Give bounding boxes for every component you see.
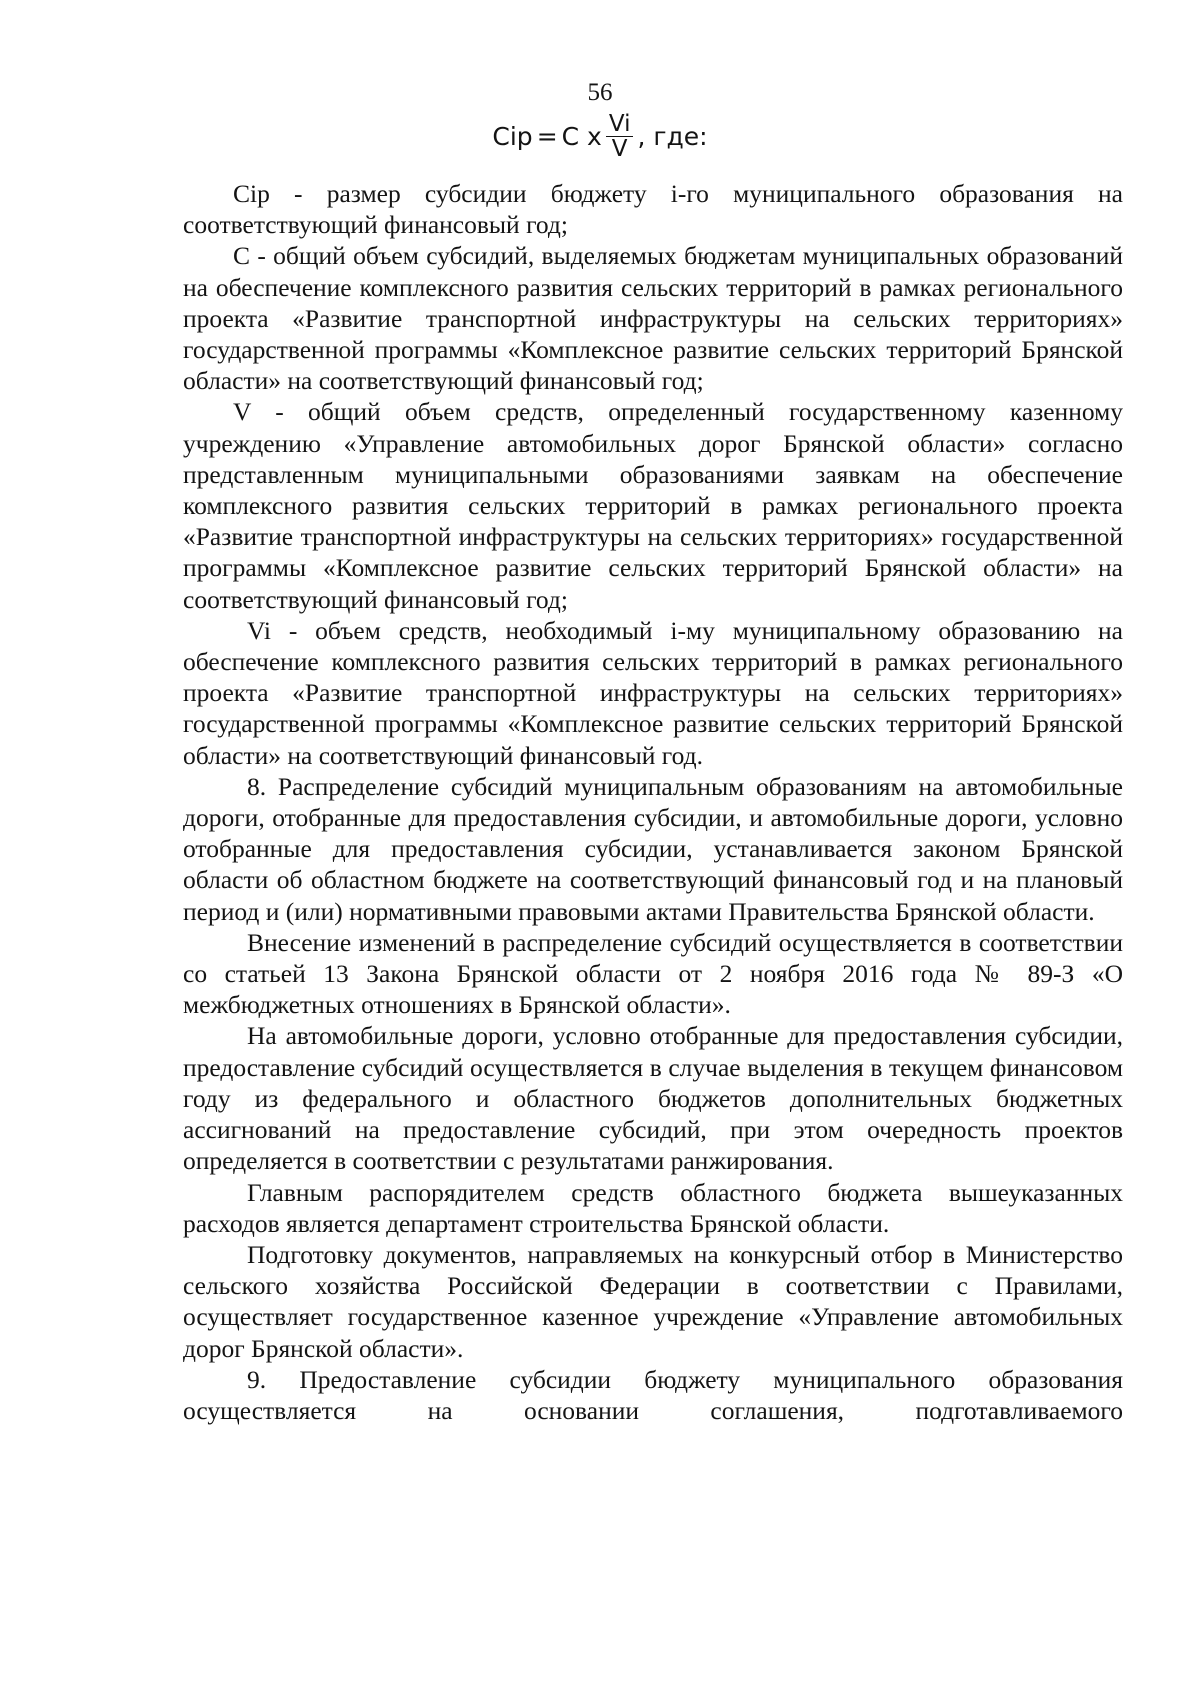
formula-factor: C x xyxy=(561,121,602,151)
document-body xyxy=(183,178,1123,1426)
paragraph-changes: Внесение изменений в распределение субсидий осуществляется в соответствии со статьей 13 Закона Брянской области от 2 ноября 2016 года № 89-З «О межбюджетных отношениях в Брянской области». xyxy=(183,927,1123,1020)
paragraph-conditional-roads: На автомобильные дороги, условно отобранные для предоставления субсидии, предоставление субсидий осуществляется в случае выделения в текущем финансовом году из федерального и областного бюджетов дополнительных бюджетных ассигнований на предоставление субсидий, при этом очередность проектов определяется в соответствии с результатами ранжирования. xyxy=(183,1021,1123,1176)
formula-suffix: , где: xyxy=(637,121,708,151)
formula-numerator: Vi xyxy=(606,112,634,137)
paragraph-item-8: 8. Распределение субсидий муниципальным образованиям на автомобильные дороги, отобранные для предоставления субсидии, и автомобильные дороги, условно отобранные для предоставления субсидии, устанавливается законом Брянской области об областном бюджете на соответствующий финансовый год и на плановый период и (или) нормативными правовыми актами Правительства Брянской области. xyxy=(183,771,1123,926)
paragraph-item-9: 9. Предоставление субсидии бюджету муниципального образования осуществляется на основании соглашения, подготавливаемого xyxy=(183,1364,1123,1425)
subsidy-formula xyxy=(0,112,1200,161)
formula-expression xyxy=(492,112,707,161)
paragraph-main-administrator: Главным распорядителем средств областного бюджета вышеуказанных расходов является департамент строительства Брянской области. xyxy=(183,1177,1123,1238)
formula-denominator: V xyxy=(611,136,628,162)
formula-fraction xyxy=(606,112,634,161)
paragraph-cip-definition: Cip - размер субсидии бюджету i-го муниципального образования на соответствующий финансовый год; xyxy=(183,179,1123,240)
paragraph-c-definition: C - общий объем субсидий, выделяемых бюджетам муниципальных образований на обеспечение комплексного развития сельских территорий в рамках регионального проекта «Развитие транспортной инфраструктуры на сельских территориях» государственной программы «Комплексное развитие сельских территорий Брянской области» на соответствующий финансовый год; xyxy=(183,241,1123,396)
paragraph-vi-definition: Vi - объем средств, необходимый i-му муниципальному образованию на обеспечение комплексного развития сельских территорий в рамках регионального проекта «Развитие транспортной инфраструктуры на сельских территориях» государственной программы «Комплексное развитие сельских территорий Брянской области» на соответствующий финансовый год. xyxy=(183,615,1123,770)
page-number: 56 xyxy=(587,79,613,106)
formula-lhs: Cip xyxy=(492,121,533,151)
paragraph-documents-preparation: Подготовку документов, направляемых на конкурсный отбор в Министерство сельского хозяйства Российской Федерации в соответствии с Правилами, осуществляет государственное казенное учреждение «Управление автомобильных дорог Брянской области». xyxy=(183,1239,1123,1363)
paragraph-v-definition: V - общий объем средств, определенный государственному казенному учреждению «Управление автомобильных дорог Брянской области» согласно представленным муниципальными образованиями заявкам на обеспечение комплексного развития сельских территорий в рамках регионального проекта «Развитие транспортной инфраструктуры на сельских территориях» государственной программы «Комплексное развитие сельских территорий Брянской области» на соответствующий финансовый год; xyxy=(183,397,1123,614)
formula-equals: = xyxy=(536,121,558,151)
